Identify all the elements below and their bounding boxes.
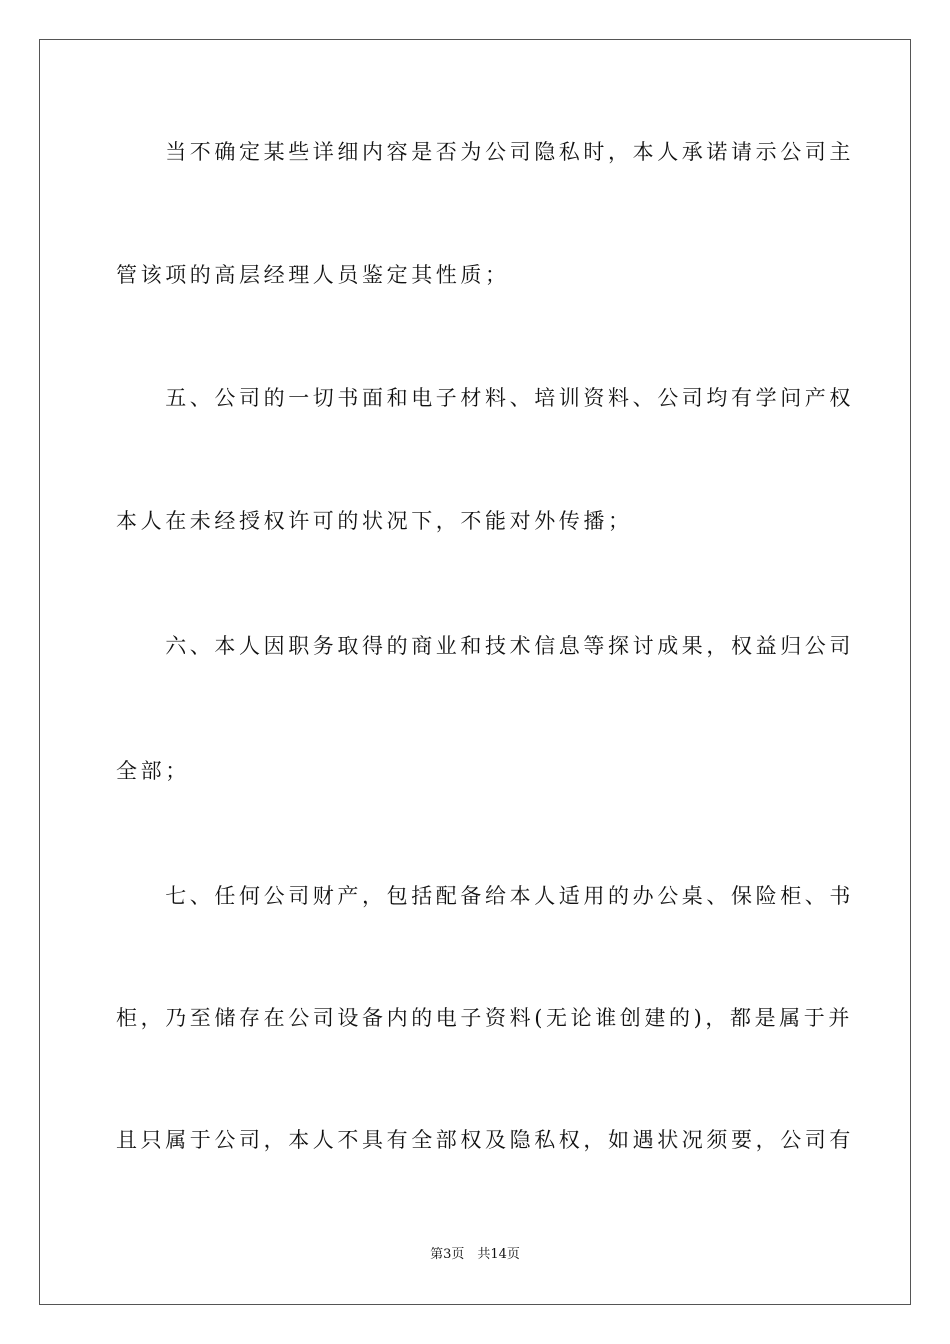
text-line: 七、任何公司财产，包括配备给本人适用的办公桌、保险柜、书 xyxy=(116,884,854,908)
page-border xyxy=(39,39,911,1305)
page-number-footer: 第3页 共14页 xyxy=(430,1247,520,1262)
text-line: 当不确定某些详细内容是否为公司隐私时，本人承诺请示公司主 xyxy=(116,140,854,164)
text-line: 且只属于公司，本人不具有全部权及隐私权，如遇状况须要，公司有 xyxy=(116,1128,854,1152)
text-line: 柜，乃至储存在公司设备内的电子资料(无论谁创建的)，都是属于并 xyxy=(116,1006,853,1030)
text-line: 五、公司的一切书面和电子材料、培训资料、公司均有学问产权 xyxy=(116,386,854,410)
text-line: 六、本人因职务取得的商业和技术信息等探讨成果，权益归公司 xyxy=(116,634,854,658)
text-line: 全部； xyxy=(116,759,190,783)
text-line: 本人在未经授权许可的状况下，不能对外传播； xyxy=(116,509,633,533)
text-line: 管该项的高层经理人员鉴定其性质； xyxy=(116,263,510,287)
